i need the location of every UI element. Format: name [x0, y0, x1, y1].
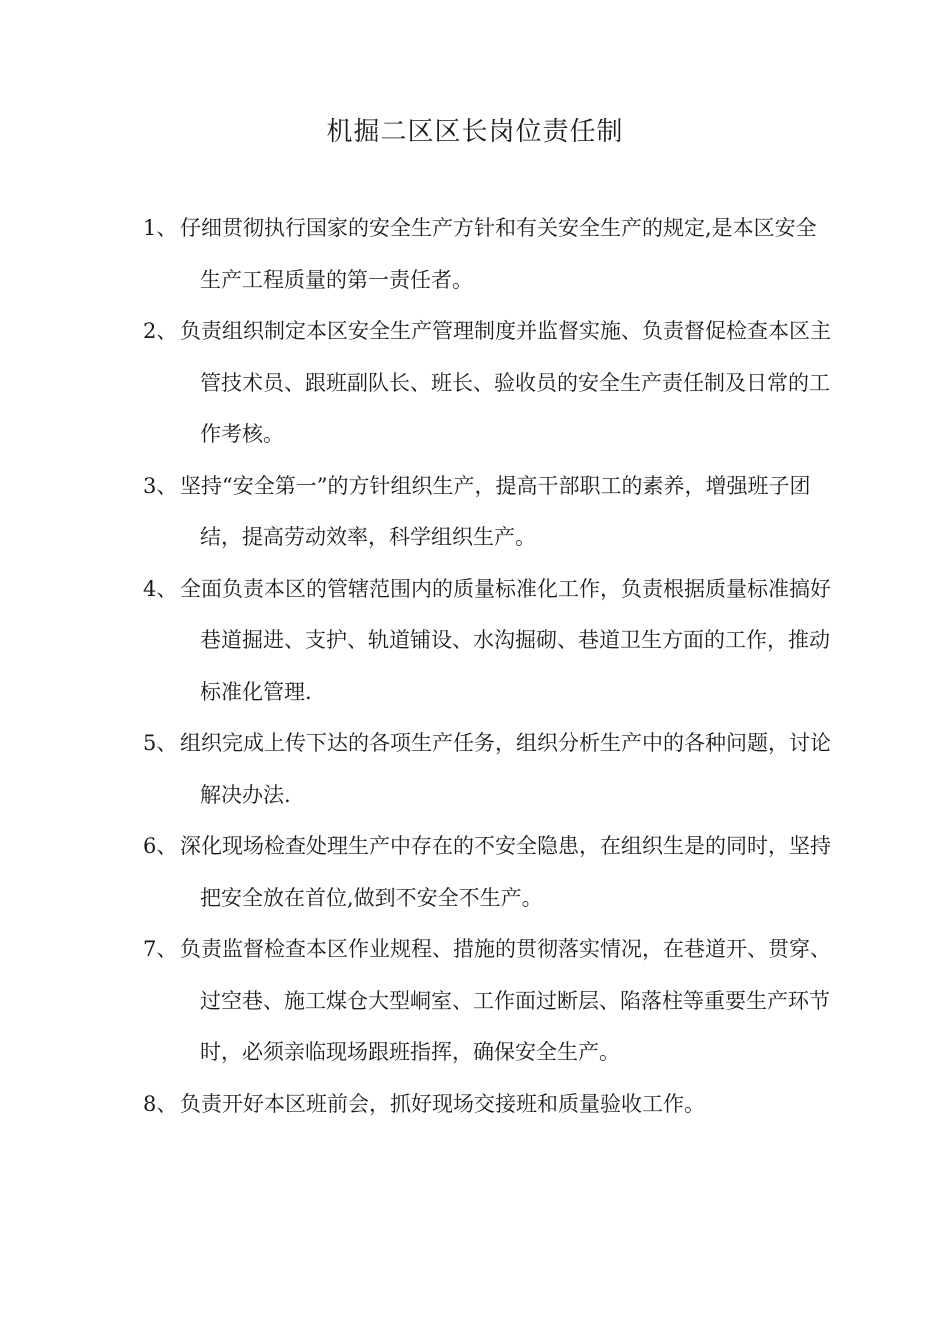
- item-number: 2、: [143, 319, 178, 343]
- item-text: 负责监督检查本区作业规程、措施的贯彻落实情况，在巷道开、贯穿、过空巷、施工煤仓大型峒室、工作面过断层、陷落柱等重要生产环节时，必须亲临现场跟班指挥，确保安全生产。: [180, 937, 831, 1064]
- item-number: 5、: [143, 731, 178, 755]
- item-text: 深化现场检查处理生产中存在的不安全隐患，在组织生是的同时，坚持把安全放在首位,做到不安全不生产。: [180, 834, 831, 910]
- item-text: 仔细贯彻执行国家的安全生产方针和有关安全生产的规定,是本区安全生产工程质量的第一责任者。: [180, 216, 817, 292]
- document-title: 机掘二区区长岗位责任制: [326, 117, 624, 147]
- item-number: 1、: [143, 216, 178, 240]
- list-item: [143, 821, 833, 924]
- item-number: 4、: [143, 576, 178, 601]
- list-item: [143, 461, 833, 564]
- list-item: [143, 924, 833, 1079]
- item-text: 组织完成上传下达的各项生产任务，组织分析生产中的各种问题，讨论解决办法.: [180, 731, 831, 807]
- list-item: [143, 564, 833, 719]
- list-item: [143, 1079, 833, 1131]
- item-number: 3、: [143, 473, 178, 498]
- item-text: 全面负责本区的管辖范围内的质量标准化工作，负责根据质量标准搞好巷道掘进、支护、轨道铺设、水沟掘砌、巷道卫生方面的工作，推动标准化管理.: [180, 576, 831, 704]
- responsibility-list: [143, 203, 833, 1130]
- item-text: 坚持“安全第一”的方针组织生产，提高干部职工的素养，增强班子团结，提高劳动效率，科学组织生产。: [180, 473, 811, 549]
- item-number: 7、: [143, 937, 178, 961]
- list-item: [143, 306, 833, 461]
- list-item: [143, 718, 833, 821]
- item-number: 6、: [143, 834, 178, 858]
- list-item: [143, 203, 833, 306]
- item-text: 负责开好本区班前会，抓好现场交接班和质量验收工作。: [180, 1091, 705, 1116]
- item-number: 8、: [143, 1091, 178, 1116]
- item-text: 负责组织制定本区安全生产管理制度并监督实施、负责督促检查本区主管技术员、跟班副队长、班长、验收员的安全生产责任制及日常的工作考核。: [180, 319, 831, 446]
